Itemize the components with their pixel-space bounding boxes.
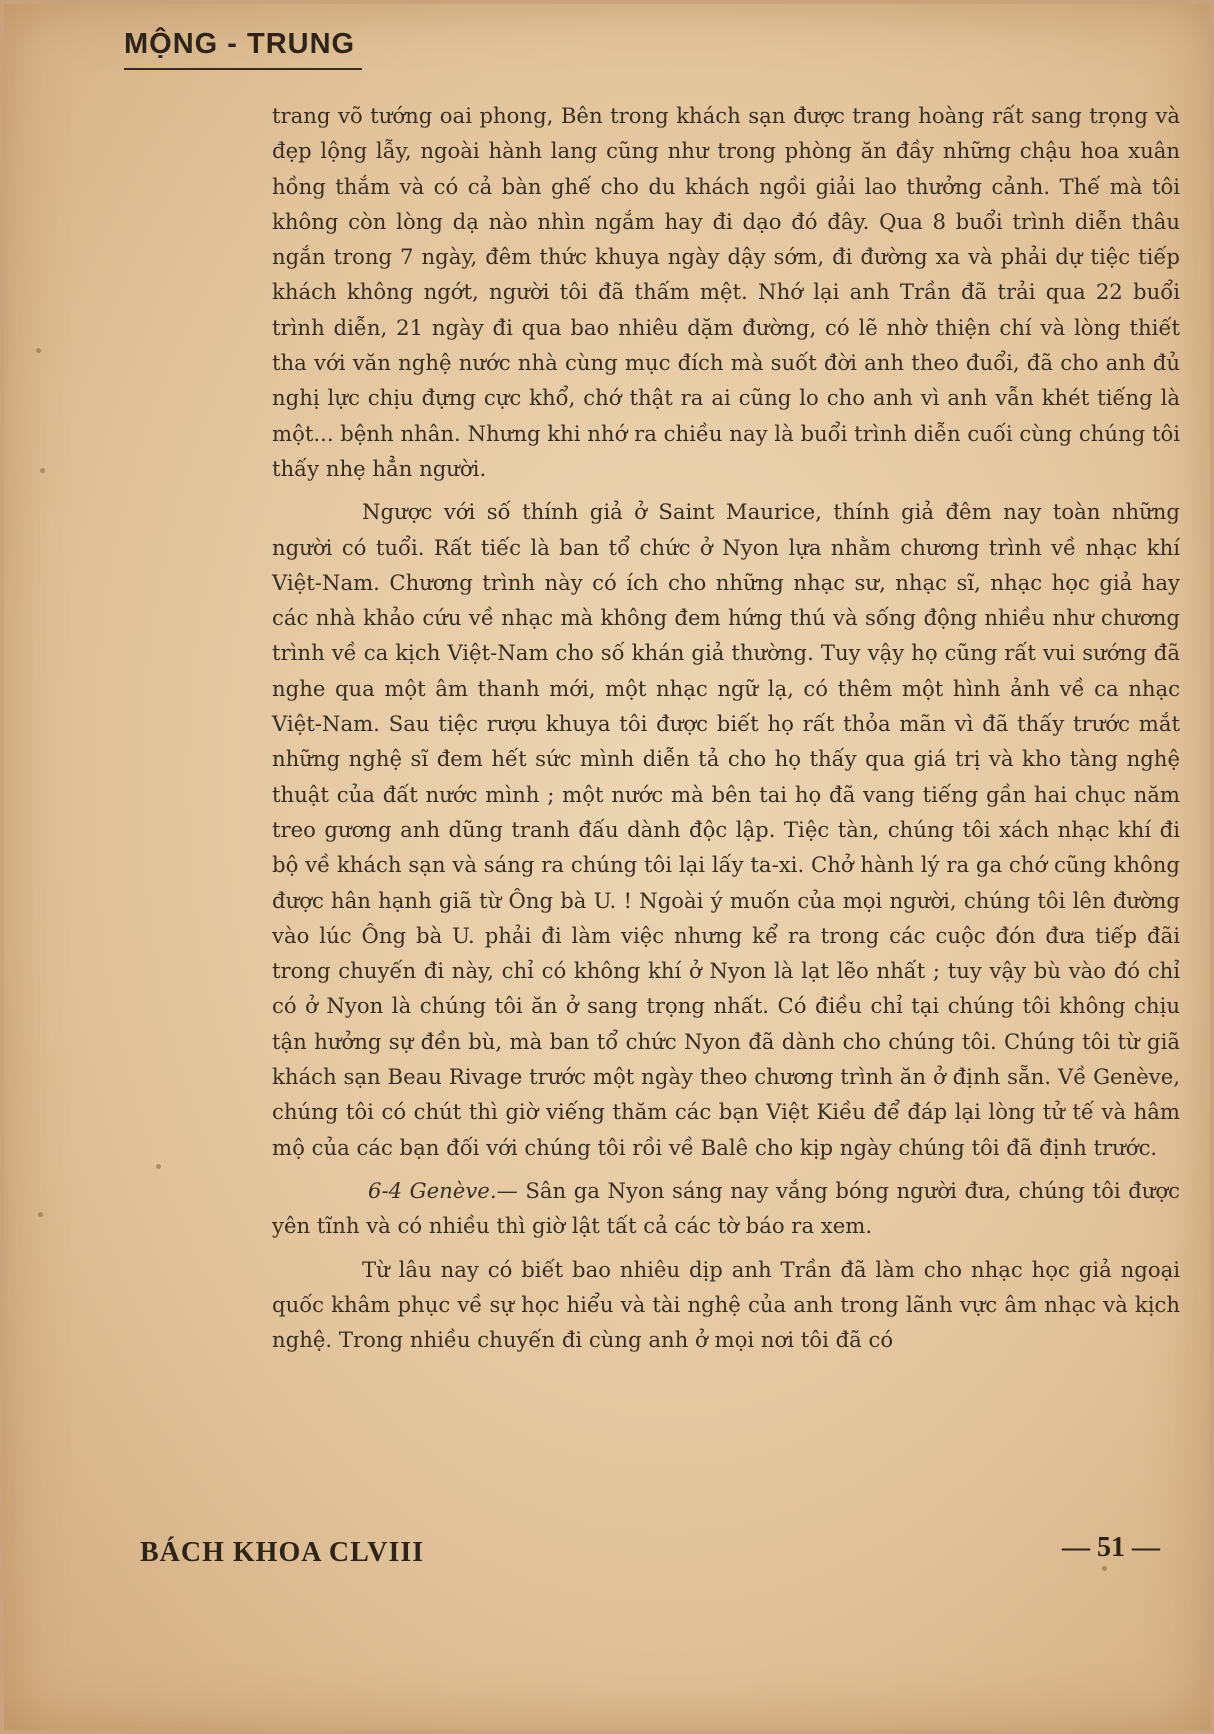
paper-speck <box>1102 1566 1107 1571</box>
paper-speck <box>40 468 45 473</box>
paragraph-3 <box>272 1173 1180 1244</box>
page-number: — 51 — <box>1062 1532 1160 1563</box>
header-rule <box>124 68 362 70</box>
publication-footer: BÁCH KHOA CLVIII <box>140 1537 425 1568</box>
dated-label: 6-4 Genève.— <box>368 1177 518 1203</box>
paper-speck <box>156 1164 161 1169</box>
paper-speck <box>36 348 41 353</box>
article-body <box>272 98 1180 1358</box>
running-header: MỘNG - TRUNG <box>124 28 356 60</box>
paragraph-1: trang võ tướng oai phong, Bên trong khách sạn được trang hoàng rất sang trọng và đẹp lộng lẫy, ngoài hành lang cũng như trong phòng ăn đầy những chậu hoa xuân hồng thắm và có cả bàn ghế cho du khách ngồi giải lao thưởng cảnh. Thế mà tôi không còn lòng dạ nào nhìn ngắm hay đi dạo đó đây. Qua 8 buổi trình diễn thâu ngắn trong 7 ngày, đêm thức khuya ngày dậy sớm, đi đường xa và phải dự tiệc tiếp khách không ngớt, người tôi đã thấm mệt. Nhớ lại anh Trần đã trải qua 22 buổi trình diễn, 21 ngày đi qua bao nhiêu dặm đường, có lẽ nhờ thiện chí và lòng thiết tha với văn nghệ nước nhà cùng mục đích mà suốt đời anh theo đuổi, đã cho anh đủ nghị lực chịu đựng cực khổ, chớ thật ra ai cũng lo cho anh vì anh vẫn khét tiếng là một... bệnh nhân. Nhưng khi nhớ ra chiều nay là buổi trình diễn cuối cùng chúng tôi thấy nhẹ hẳn người. <box>272 103 1180 481</box>
document-page <box>4 4 1210 1730</box>
paragraph-2: Ngược với số thính giả ở Saint Maurice, thính giả đêm nay toàn những người có tuổi. Rất tiếc là ban tổ chức ở Nyon lựa nhằm chương trình về nhạc khí Việt-Nam. Chương trình này có ích cho những nhạc sư, nhạc sĩ, nhạc học giả hay các nhà khảo cứu về nhạc mà không đem hứng thú và sống động nhiều như chương trình về ca kịch Việt-Nam cho số khán giả thường. Tuy vậy họ cũng rất vui sướng đã nghe qua một âm thanh mới, một nhạc ngữ lạ, có thêm một hình ảnh về ca nhạc Việt-Nam. Sau tiệc rượu khuya tôi được biết họ rất thỏa mãn vì đã thấy trước mắt những nghệ sĩ đem hết sức mình diễn tả cho họ thấy qua giá trị và kho tàng nghệ thuật của đất nước mình ; một nước mà bên tai họ đã vang tiếng gần hai chục năm treo gương anh dũng tranh đấu dành độc lập. Tiệc tàn, chúng tôi xách nhạc khí đi bộ về khách sạn và sáng ra chúng tôi lại lấy ta-xi. Chở hành lý ra ga chớ cũng không được hân hạnh giã từ Ông bà U. ! Ngoài ý muốn của mọi người, chúng tôi lên đường vào lúc Ông bà U. phải đi làm việc nhưng kể ra trong các cuộc đón đưa tiếp đãi trong chuyến đi này, chỉ có không khí ở Nyon là lạt lẽo nhất ; tuy vậy bù vào đó chỉ có ở Nyon là chúng tôi ăn ở sang trọng nhất. Có điều chỉ tại chúng tôi không chịu tận hưởng sự đền bù, mà ban tổ chức Nyon đã dành cho chúng tôi. Chúng tôi từ giã khách sạn Beau Rivage trước một ngày theo chương trình ăn ở định sẵn. Về Genève, chúng tôi có chút thì giờ viếng thăm các bạn Việt Kiều để đáp lại lòng tử tế và hâm mộ của các bạn đối với chúng tôi rồi về Balê cho kịp ngày chúng tôi đã định trước. <box>272 499 1180 1160</box>
paragraph-3-text: Sân ga Nyon sáng nay vắng bóng người đưa, chúng tôi được yên tĩnh và có nhiều thì giờ lật tất cả các tờ báo ra xem. <box>272 1177 1181 1239</box>
paragraph-4: Từ lâu nay có biết bao nhiêu dịp anh Trần đã làm cho nhạc học giả ngoại quốc khâm phục về sự học hiểu và tài nghệ của anh trong lãnh vực âm nhạc và kịch nghệ. Trong nhiều chuyến đi cùng anh ở mọi nơi tôi đã có <box>272 1256 1180 1353</box>
paper-speck <box>38 1212 43 1217</box>
